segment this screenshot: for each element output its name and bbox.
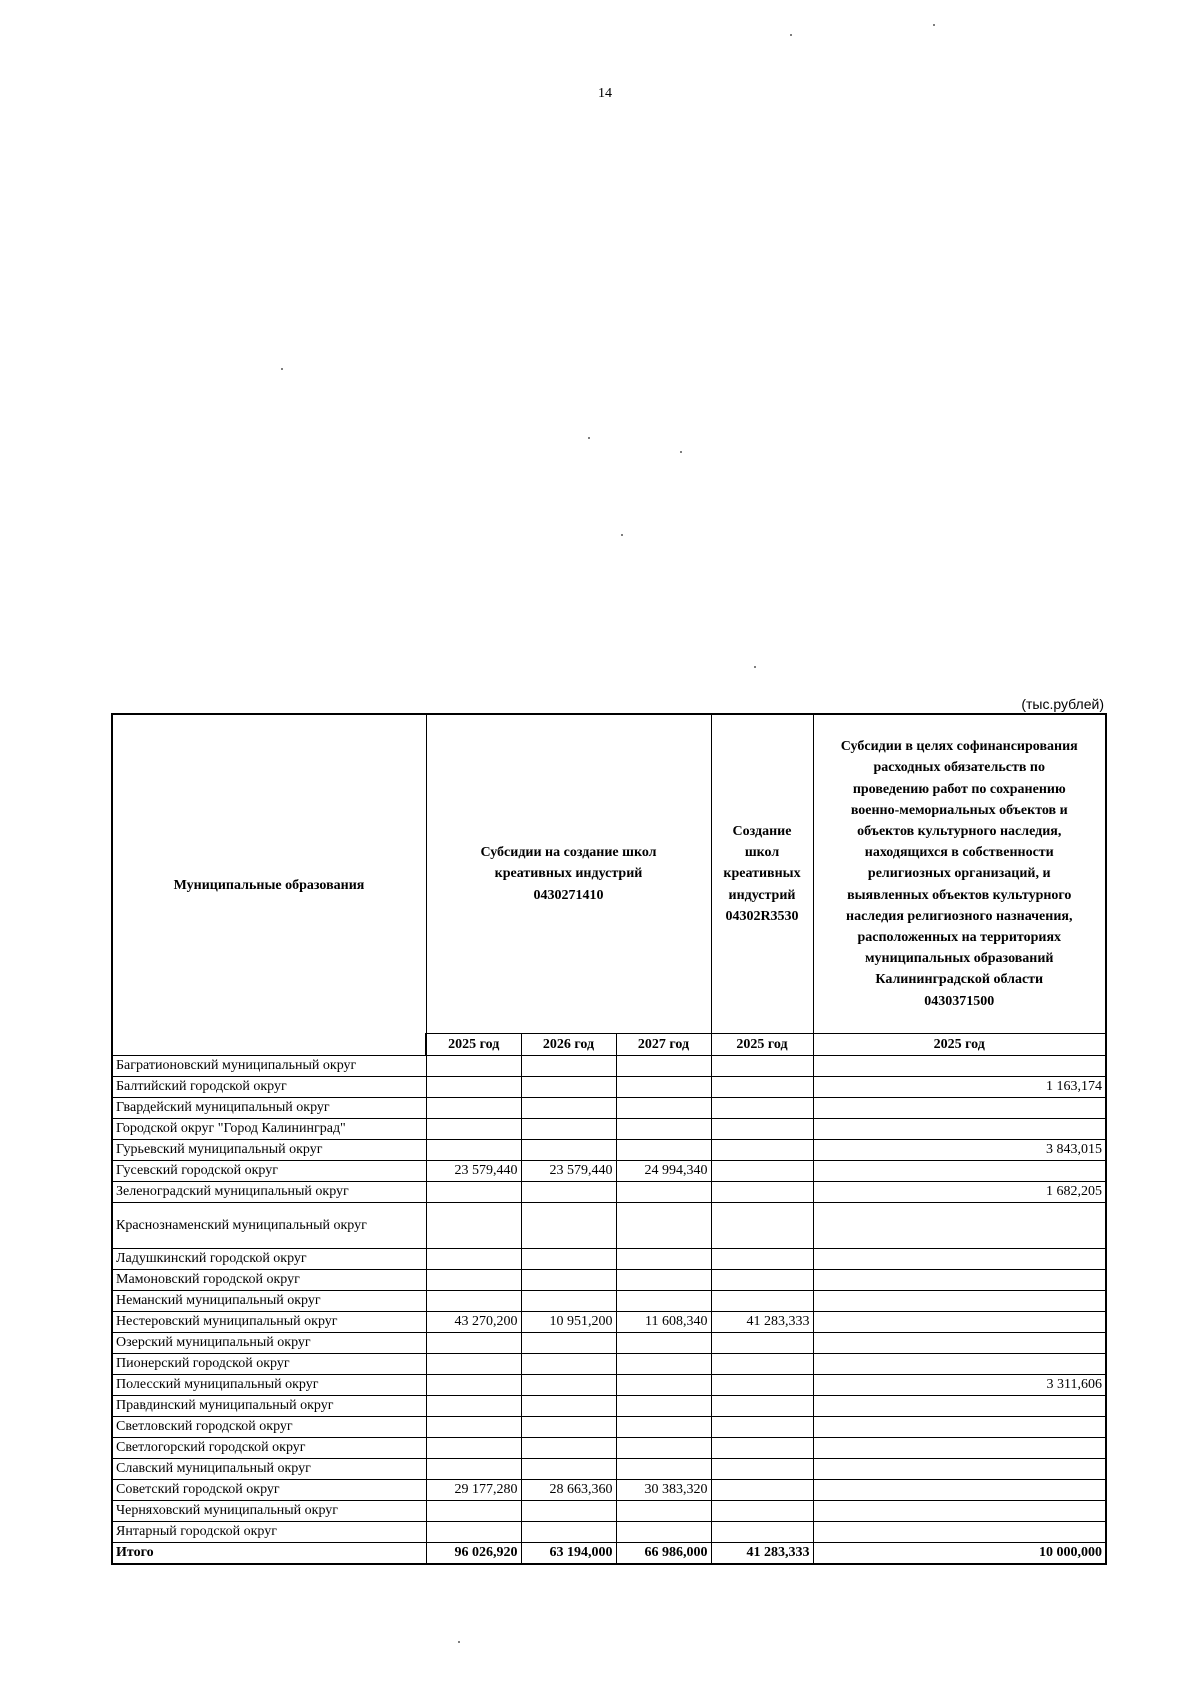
value-cell — [426, 1354, 521, 1375]
value-cell: 43 270,200 — [426, 1312, 521, 1333]
value-cell — [616, 1056, 711, 1077]
year-header: 2026 год — [521, 1034, 616, 1056]
value-cell — [521, 1396, 616, 1417]
value-cell — [426, 1501, 521, 1522]
header-line: религиозных организаций, и — [867, 866, 1051, 882]
value-cell — [426, 1333, 521, 1354]
table-row — [112, 1270, 1106, 1291]
value-cell — [616, 1354, 711, 1375]
municipality-name: Янтарный городской округ — [112, 1522, 426, 1543]
value-cell — [521, 1182, 616, 1203]
value-cell: 23 579,440 — [521, 1161, 616, 1182]
table-row — [112, 1375, 1106, 1396]
municipality-name: Озерский муниципальный округ — [112, 1333, 426, 1354]
subsidy-table — [111, 713, 1107, 1565]
header-line: муниципальных образований — [865, 951, 1054, 967]
municipality-name: Неманский муниципальный округ — [112, 1291, 426, 1312]
value-cell: 11 608,340 — [616, 1312, 711, 1333]
value-cell — [711, 1459, 813, 1480]
municipality-name: Пионерский городской округ — [112, 1354, 426, 1375]
value-cell — [521, 1270, 616, 1291]
municipality-name: Светлогорский городской округ — [112, 1438, 426, 1459]
table-row — [112, 1501, 1106, 1522]
year-header: 2025 год — [813, 1034, 1106, 1056]
value-cell — [711, 1501, 813, 1522]
value-cell — [616, 1098, 711, 1119]
value-cell — [616, 1459, 711, 1480]
value-cell — [521, 1522, 616, 1543]
table-body — [112, 1056, 1106, 1565]
value-cell — [426, 1182, 521, 1203]
value-cell — [711, 1182, 813, 1203]
value-cell — [813, 1522, 1106, 1543]
creative-schools-r-header — [711, 714, 813, 1034]
value-cell — [711, 1077, 813, 1098]
year-header: 2027 год — [616, 1034, 711, 1056]
value-cell — [711, 1119, 813, 1140]
scan-speck — [680, 451, 682, 453]
header-line: Субсидии в целях софинансирования — [840, 739, 1078, 755]
value-cell — [426, 1119, 521, 1140]
municipality-name: Багратионовский муниципальный округ — [112, 1056, 426, 1077]
value-cell — [426, 1249, 521, 1270]
value-cell — [711, 1438, 813, 1459]
value-cell: 63 194,000 — [521, 1543, 616, 1565]
year-header: 2025 год — [711, 1034, 813, 1056]
header-line: находящихся в собственности — [864, 845, 1054, 861]
value-cell: 29 177,280 — [426, 1480, 521, 1501]
table-row — [112, 1056, 1106, 1077]
value-cell — [426, 1098, 521, 1119]
header-row — [112, 714, 1106, 1034]
value-cell — [813, 1501, 1106, 1522]
header-line: школ — [744, 845, 780, 861]
value-cell — [711, 1375, 813, 1396]
value-cell — [521, 1501, 616, 1522]
value-cell — [616, 1119, 711, 1140]
value-cell — [616, 1077, 711, 1098]
value-cell — [426, 1438, 521, 1459]
value-cell: 3 843,015 — [813, 1140, 1106, 1161]
value-cell — [711, 1354, 813, 1375]
header-line: проведению работ по сохранению — [852, 781, 1066, 797]
value-cell — [616, 1375, 711, 1396]
municipality-name: Славский муниципальный округ — [112, 1459, 426, 1480]
value-cell — [813, 1459, 1106, 1480]
header-line: наследия религиозного назначения, — [846, 908, 1073, 924]
value-cell: 28 663,360 — [521, 1480, 616, 1501]
municipality-name: Гурьевский муниципальный округ — [112, 1140, 426, 1161]
value-cell: 41 283,333 — [711, 1312, 813, 1333]
municipality-name: Черняховский муниципальный округ — [112, 1501, 426, 1522]
header-line: креативных индустрий — [494, 866, 643, 882]
value-cell — [521, 1056, 616, 1077]
value-cell — [521, 1417, 616, 1438]
value-cell — [813, 1249, 1106, 1270]
value-cell: 1 163,174 — [813, 1077, 1106, 1098]
value-cell — [616, 1396, 711, 1417]
table-row — [112, 1119, 1106, 1140]
value-cell — [616, 1522, 711, 1543]
municipality-name: Итого — [112, 1543, 426, 1565]
value-cell: 41 283,333 — [711, 1543, 813, 1565]
value-cell — [711, 1417, 813, 1438]
value-cell — [711, 1522, 813, 1543]
year-header: 2025 год — [426, 1034, 521, 1056]
header-line: индустрий — [728, 887, 796, 903]
scan-speck — [281, 368, 283, 370]
value-cell — [616, 1140, 711, 1161]
scan-speck — [621, 534, 623, 536]
table-row — [112, 1438, 1106, 1459]
table-row — [112, 1396, 1106, 1417]
value-cell — [426, 1056, 521, 1077]
header-line: Калининградской области — [875, 972, 1044, 988]
table-row — [112, 1417, 1106, 1438]
value-cell — [616, 1501, 711, 1522]
value-cell: 10 000,000 — [813, 1543, 1106, 1565]
value-cell — [813, 1056, 1106, 1077]
value-cell — [426, 1140, 521, 1161]
value-cell — [616, 1417, 711, 1438]
value-cell — [521, 1459, 616, 1480]
value-cell — [616, 1270, 711, 1291]
value-cell — [813, 1270, 1106, 1291]
table-row — [112, 1459, 1106, 1480]
scan-speck — [458, 1641, 460, 1643]
value-cell — [521, 1375, 616, 1396]
value-cell — [426, 1077, 521, 1098]
value-cell — [521, 1438, 616, 1459]
value-cell: 66 986,000 — [616, 1543, 711, 1565]
table-row — [112, 1161, 1106, 1182]
value-cell — [426, 1522, 521, 1543]
value-cell — [521, 1203, 616, 1249]
scan-speck — [754, 666, 756, 668]
value-cell — [711, 1270, 813, 1291]
header-line: объектов культурного наследия, — [857, 823, 1062, 839]
value-cell — [426, 1417, 521, 1438]
municipality-name: Гусевский городской округ — [112, 1161, 426, 1182]
value-cell — [711, 1396, 813, 1417]
value-cell — [616, 1249, 711, 1270]
municipality-name: Зеленоградский муниципальный округ — [112, 1182, 426, 1203]
header-line: выявленных объектов культурного — [847, 887, 1072, 903]
value-cell — [711, 1098, 813, 1119]
value-cell: 30 383,320 — [616, 1480, 711, 1501]
table-row — [112, 1312, 1106, 1333]
value-cell — [813, 1312, 1106, 1333]
table-row — [112, 1333, 1106, 1354]
creative-schools-header — [426, 714, 711, 1034]
value-cell — [813, 1417, 1106, 1438]
table-row — [112, 1077, 1106, 1098]
header-line: Создание — [732, 823, 792, 839]
value-cell — [426, 1375, 521, 1396]
value-cell — [813, 1396, 1106, 1417]
value-cell: 3 311,606 — [813, 1375, 1106, 1396]
header-line: 0430371500 — [924, 993, 995, 1009]
value-cell — [521, 1291, 616, 1312]
value-cell — [426, 1459, 521, 1480]
municipality-name: Балтийский городской округ — [112, 1077, 426, 1098]
value-cell: 10 951,200 — [521, 1312, 616, 1333]
value-cell — [426, 1270, 521, 1291]
header-line: 0430271410 — [533, 887, 604, 903]
heritage-header — [813, 714, 1106, 1034]
value-cell — [521, 1119, 616, 1140]
value-cell — [711, 1056, 813, 1077]
value-cell: 23 579,440 — [426, 1161, 521, 1182]
table-row — [112, 1291, 1106, 1312]
scan-speck — [933, 24, 935, 26]
value-cell — [521, 1077, 616, 1098]
municipality-name: Светловский городской округ — [112, 1417, 426, 1438]
table-row — [112, 1098, 1106, 1119]
municipality-name: Ладушкинский городской округ — [112, 1249, 426, 1270]
municipality-name: Мамоновский городской округ — [112, 1270, 426, 1291]
value-cell — [711, 1140, 813, 1161]
municipality-name: Нестеровский муниципальный округ — [112, 1312, 426, 1333]
value-cell — [813, 1203, 1106, 1249]
value-cell — [711, 1203, 813, 1249]
value-cell — [521, 1098, 616, 1119]
unit-label: (тыс.рублей) — [1021, 696, 1104, 712]
value-cell — [813, 1354, 1106, 1375]
scan-speck — [790, 34, 792, 36]
value-cell — [521, 1140, 616, 1161]
municipality-name: Правдинский муниципальный округ — [112, 1396, 426, 1417]
value-cell — [711, 1249, 813, 1270]
value-cell — [813, 1161, 1106, 1182]
value-cell — [813, 1480, 1106, 1501]
value-cell — [711, 1480, 813, 1501]
table-row — [112, 1480, 1106, 1501]
value-cell — [813, 1333, 1106, 1354]
scan-speck — [588, 437, 590, 439]
header-line: Субсидии на создание школ — [480, 845, 657, 861]
table-row — [112, 1249, 1106, 1270]
value-cell: 1 682,205 — [813, 1182, 1106, 1203]
header-line: расходных обязательств по — [873, 760, 1045, 776]
value-cell — [521, 1249, 616, 1270]
table-row — [112, 1182, 1106, 1203]
table-row — [112, 1354, 1106, 1375]
municipality-name: Советский городской округ — [112, 1480, 426, 1501]
municipality-name: Гвардейский муниципальный округ — [112, 1098, 426, 1119]
total-row — [112, 1543, 1106, 1565]
value-cell — [711, 1333, 813, 1354]
value-cell — [711, 1161, 813, 1182]
value-cell — [813, 1438, 1106, 1459]
value-cell — [426, 1396, 521, 1417]
value-cell — [813, 1291, 1106, 1312]
header-line: креативных — [723, 866, 801, 882]
header-line: 04302R3530 — [725, 908, 799, 924]
page-number: 14 — [598, 86, 612, 101]
table-row — [112, 1203, 1106, 1249]
table-row — [112, 1140, 1106, 1161]
value-cell — [616, 1182, 711, 1203]
value-cell: 96 026,920 — [426, 1543, 521, 1565]
header-line: военно-мемориальных объектов и — [850, 802, 1068, 818]
municipality-name: Городской округ "Город Калининград" — [112, 1119, 426, 1140]
value-cell: 24 994,340 — [616, 1161, 711, 1182]
value-cell — [616, 1203, 711, 1249]
value-cell — [521, 1354, 616, 1375]
value-cell — [813, 1119, 1106, 1140]
value-cell — [813, 1098, 1106, 1119]
value-cell — [616, 1438, 711, 1459]
municipality-name: Полесский муниципальный округ — [112, 1375, 426, 1396]
table-row — [112, 1522, 1106, 1543]
value-cell — [426, 1291, 521, 1312]
municipality-name: Краснознаменский муниципальный округ — [112, 1203, 426, 1249]
value-cell — [616, 1333, 711, 1354]
header-line: расположенных на территориях — [857, 930, 1062, 945]
municipality-header: Муниципальные образования — [112, 714, 426, 1056]
value-cell — [711, 1291, 813, 1312]
value-cell — [521, 1333, 616, 1354]
value-cell — [426, 1203, 521, 1249]
value-cell — [616, 1291, 711, 1312]
